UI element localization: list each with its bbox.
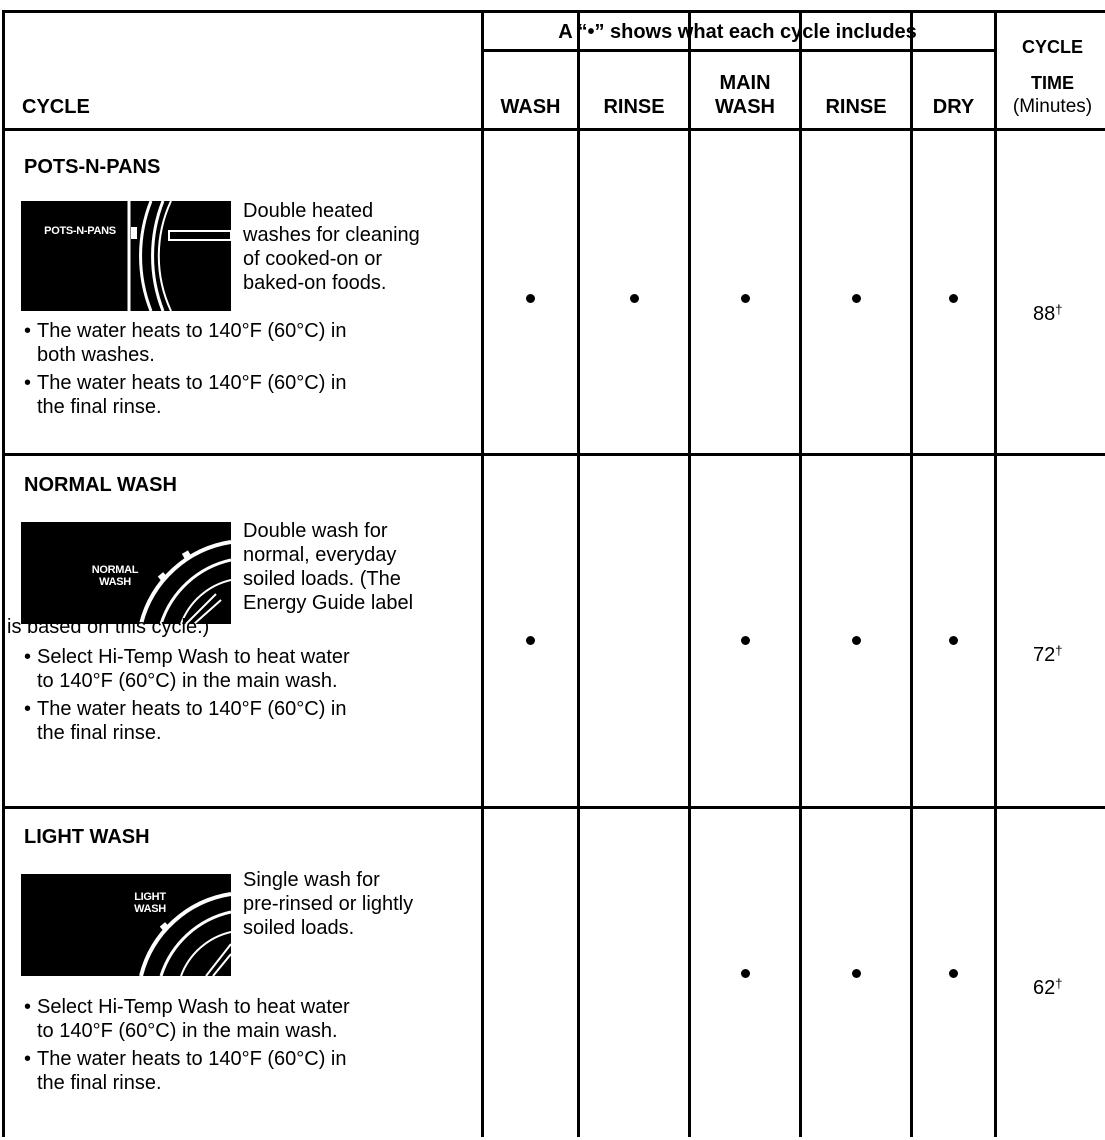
group-header: A “•” shows what each cycle includes [558,21,917,43]
include-dot-rinse-2 [852,636,861,645]
cycle-time [1033,302,1062,326]
col-header-main-wash: MAIN WASH [715,72,775,118]
bullet-text: The water heats to 140°F (60°C) in [37,1048,347,1070]
col-header-rinse-2: RINSE [825,96,887,118]
desc-line: pre-rinsed or lightly [243,893,414,915]
bullet-item [24,697,474,745]
time-header-sub: TIME [1031,73,1074,93]
desc-line: normal, everyday [243,544,397,566]
pots-n-pans-dial-icon [21,201,231,311]
include-dot-main-wash [741,294,750,303]
include-dot-main-wash [741,969,750,978]
bullet-text: The water heats to 140°F (60°C) in [37,372,347,394]
bullet-mark: • [24,698,32,720]
bullet-text: both washes. [37,344,155,366]
normal-wash-dial-icon [21,522,231,624]
bullet-item [24,319,474,367]
cycle-row-pots-n-pans [5,131,485,453]
icon-label: POTS-N-PANS [44,225,116,237]
cycle-table [2,10,1105,1137]
light-wash-dial-icon [21,874,231,976]
col-divider [799,13,802,1137]
include-dot-wash [526,294,535,303]
bullet-text: The water heats to 140°F (60°C) in [37,698,347,720]
cycle-name: POTS-N-PANS [24,156,161,178]
bullet-text: Select Hi-Temp Wash to heat water [37,996,350,1018]
time-value: 62 [1033,977,1056,999]
desc-line: of cooked-on or [243,248,382,270]
cycle-description [243,199,483,295]
col-divider [577,13,580,1137]
bullet-item [24,995,474,1043]
cycle-time [1033,976,1062,1000]
bullet-item [24,371,474,419]
header-divider [481,49,994,52]
include-dot-dry [949,636,958,645]
bullet-text: The water heats to 140°F (60°C) in [37,320,347,342]
bullet-text: the final rinse. [37,722,162,744]
cycle-name: NORMAL WASH [24,474,177,496]
include-dot-wash [526,636,535,645]
col-divider [910,13,913,1137]
cycle-time [1033,643,1062,667]
col-header-dry: DRY [932,96,975,118]
time-mark: † [1055,643,1063,658]
desc-line: Double wash for [243,520,388,542]
cycle-row-light-wash [5,809,485,1140]
include-dot-rinse-2 [852,294,861,303]
time-mark: † [1055,302,1063,317]
icon-label [85,564,145,588]
icon-label [125,891,175,915]
desc-tail: is based on this cycle.) [7,616,210,638]
include-dot-rinse-2 [852,969,861,978]
include-dot-main-wash [741,636,750,645]
time-header-title: CYCLE [1021,37,1083,57]
time-value: 72 [1033,644,1056,666]
bullet-text: Select Hi-Temp Wash to heat water [37,646,350,668]
desc-line: Single wash for [243,869,380,891]
bullet-text: to 140°F (60°C) in the main wash. [37,670,338,692]
bullet-mark: • [24,1048,32,1070]
bullet-text: the final rinse. [37,396,162,418]
icon-label-text: LIGHT WASH [134,891,166,915]
bullet-item [24,645,474,693]
bullet-text: to 140°F (60°C) in the main wash. [37,1020,338,1042]
desc-line: Energy Guide label [243,592,414,614]
desc-line: baked-on foods. [243,272,387,294]
desc-line: Double heated [243,200,374,222]
include-dot-dry [949,294,958,303]
bullet-mark: • [24,320,32,342]
include-dot-dry [949,969,958,978]
cycle-name: LIGHT WASH [24,826,150,848]
time-mark: † [1055,976,1063,991]
cycle-row-normal-wash [5,456,485,806]
col-header-rinse: RINSE [603,96,665,118]
time-value: 88 [1033,303,1056,325]
time-header-unit: (Minutes) [1012,96,1093,117]
include-dot-rinse [630,294,639,303]
col-header-wash: WASH [500,96,561,118]
icon-label-text: NORMAL WASH [91,564,139,588]
bullet-item [24,1047,474,1095]
desc-line: washes for cleaning [243,224,420,246]
desc-line: soiled loads. [243,917,355,939]
cycle-description [243,868,483,940]
desc-line: soiled loads. (The [243,568,401,590]
bullet-mark: • [24,372,32,394]
col-divider [688,13,691,1137]
bullet-text: the final rinse. [37,1072,162,1094]
cycle-header: CYCLE [22,96,90,118]
cycle-description [243,519,483,615]
col-divider [994,13,997,1137]
bullet-mark: • [24,996,32,1018]
bullet-mark: • [24,646,32,668]
